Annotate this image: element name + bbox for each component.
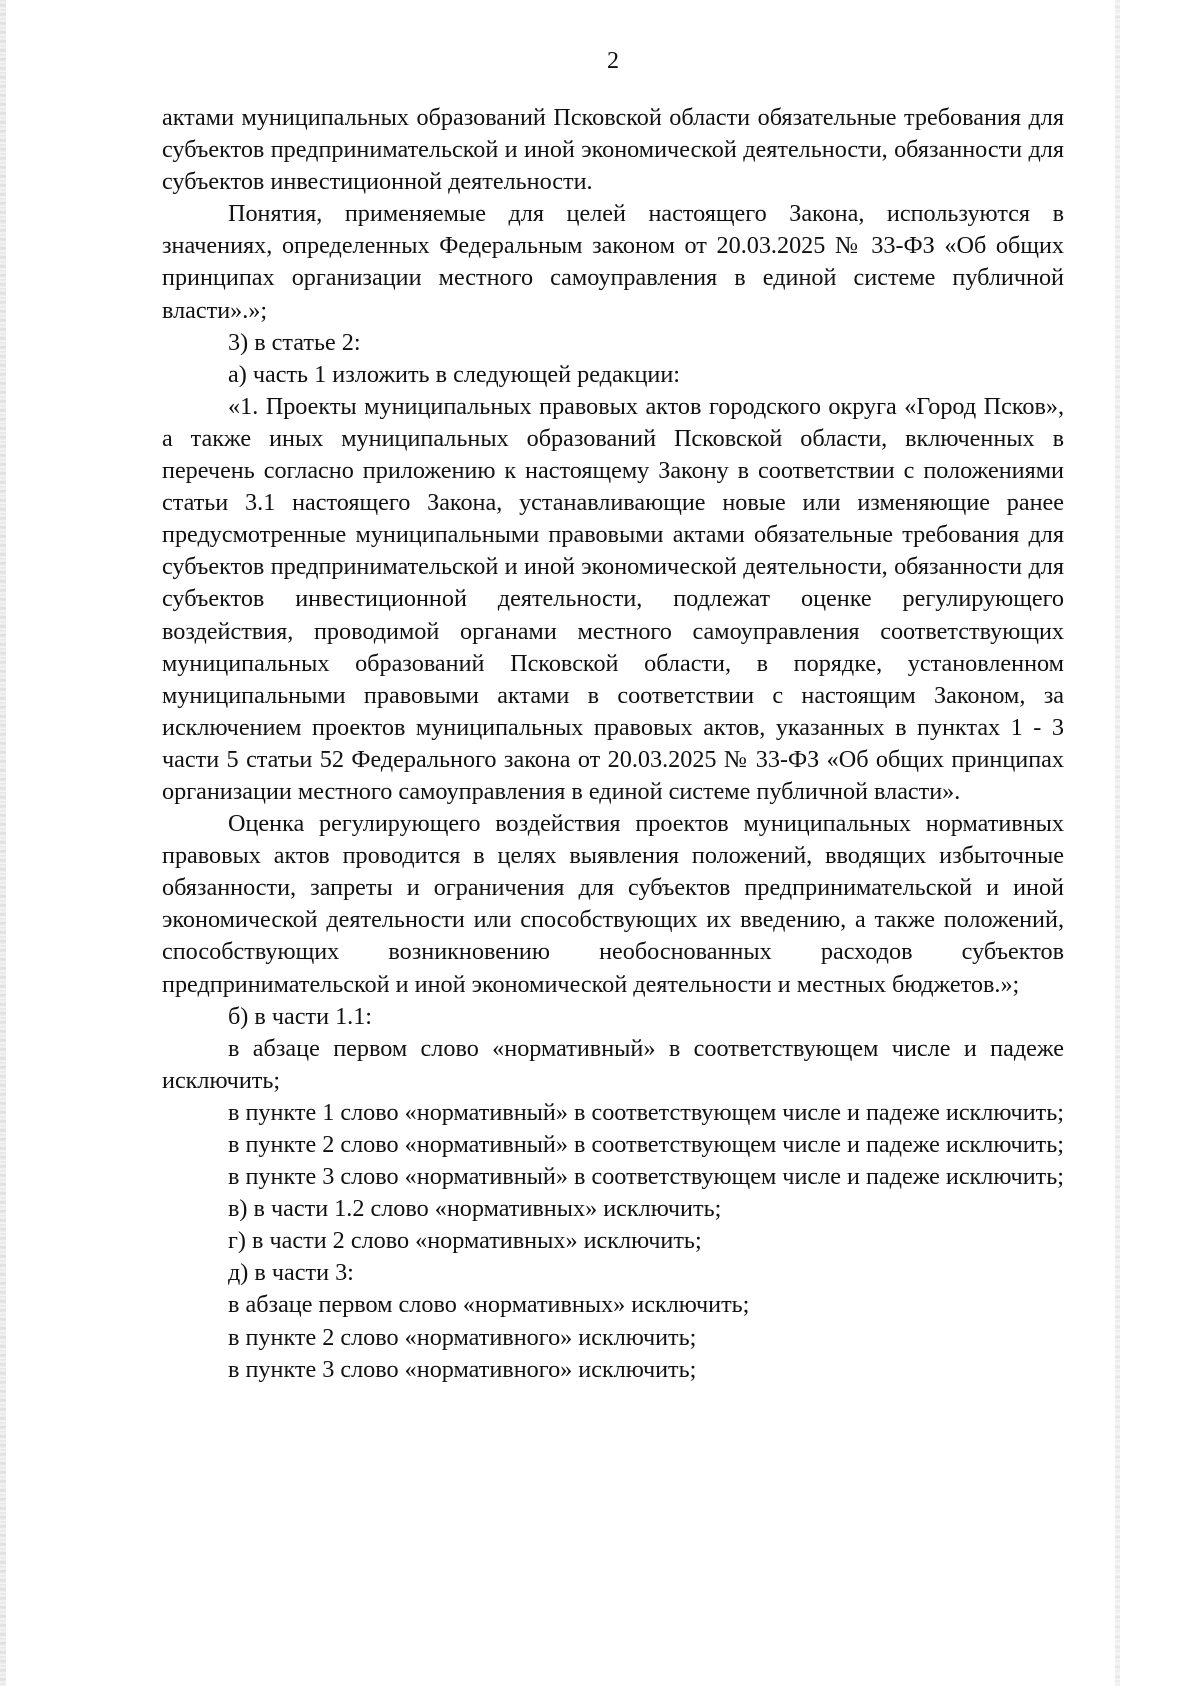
paragraph: в абзаце первом слово «нормативных» исключить; [228,1291,750,1319]
document-body [162,102,1064,1386]
page-number: 2 [607,48,619,74]
paragraph: б) в части 1.1: [228,1002,373,1030]
paragraph: д) в части 3: [228,1259,354,1287]
paragraph: в пункте 3 слово «нормативного» исключить; [228,1355,697,1383]
paragraph: актами муниципальных образований Псковской области обязательные требования для субъектов предпринимательской и иной экономической деятельности, обязанности для субъектов инвестиционной деятельности. [162,104,1064,196]
paragraph: Понятия, применяемые для целей настоящего Закона, используются в значениях, определенных Федеральным законом от 20.03.2025 № 33-ФЗ «Об общих принципах организации местного самоуправления в единой системе публичной власти».»; [162,200,1064,324]
paragraph: в пункте 3 слово «нормативный» в соответствующем числе и падеже исключить; [228,1163,1064,1191]
paragraph: Оценка регулирующего воздействия проектов муниципальных нормативных правовых актов проводится в целях выявления положений, вводящих избыточные обязанности, запреты и ограничения для субъектов предпринимательской и иной экономической деятельности или способствующих их введению, а также положений, способствующих возникновению необоснованных расходов субъектов предпринимательской и иной экономической деятельности и местных бюджетов.»; [162,810,1064,998]
paragraph: г) в части 2 слово «нормативных» исключить; [228,1227,702,1255]
paragraph: в пункте 2 слово «нормативный» в соответствующем числе и падеже исключить; [228,1131,1064,1158]
paragraph: а) часть 1 изложить в следующей редакции: [228,360,680,388]
paragraph: 3) в статье 2: [228,328,361,356]
scan-edge-left [0,0,6,1686]
paragraph: в абзаце первом слово «нормативный» в соответствующем числе и падеже исключить; [162,1034,1064,1094]
paragraph: в пункте 2 слово «нормативного» исключить; [228,1323,697,1351]
scan-edge-right [1115,0,1120,1686]
paragraph: в пункте 1 слово «нормативный» в соответствующем числе и падеже исключить; [228,1098,1064,1126]
paragraph: в) в части 1.2 слово «нормативных» исключить; [228,1195,722,1223]
paragraph: «1. Проекты муниципальных правовых актов городского округа «Город Псков», а также иных муниципальных образований Псковской области, включенных в перечень согласно приложению к настоящему Закону в соответствии с положениями статьи 3.1 настоящего Закона, устанавливающие новые или изменяющие ранее предусмотренные муниципальными правовыми актами обязательные требования для субъектов предпринимательской и иной экономической деятельности, обязанности для субъектов инвестиционной деятельности, подлежат оценке регулирующего воздействия, проводимой органами местного самоуправления соответствующих муниципальных образований Псковской области, в порядке, установленном муниципальными правовыми актами в соответствии с настоящим Законом, за исключением проектов муниципальных правовых актов, указанных в пунктах 1 - 3 части 5 статьи 52 Федерального закона от 20.03.2025 № 33-ФЗ «Об общих принципах организации местного самоуправления в единой системе публичной власти». [162,392,1064,805]
